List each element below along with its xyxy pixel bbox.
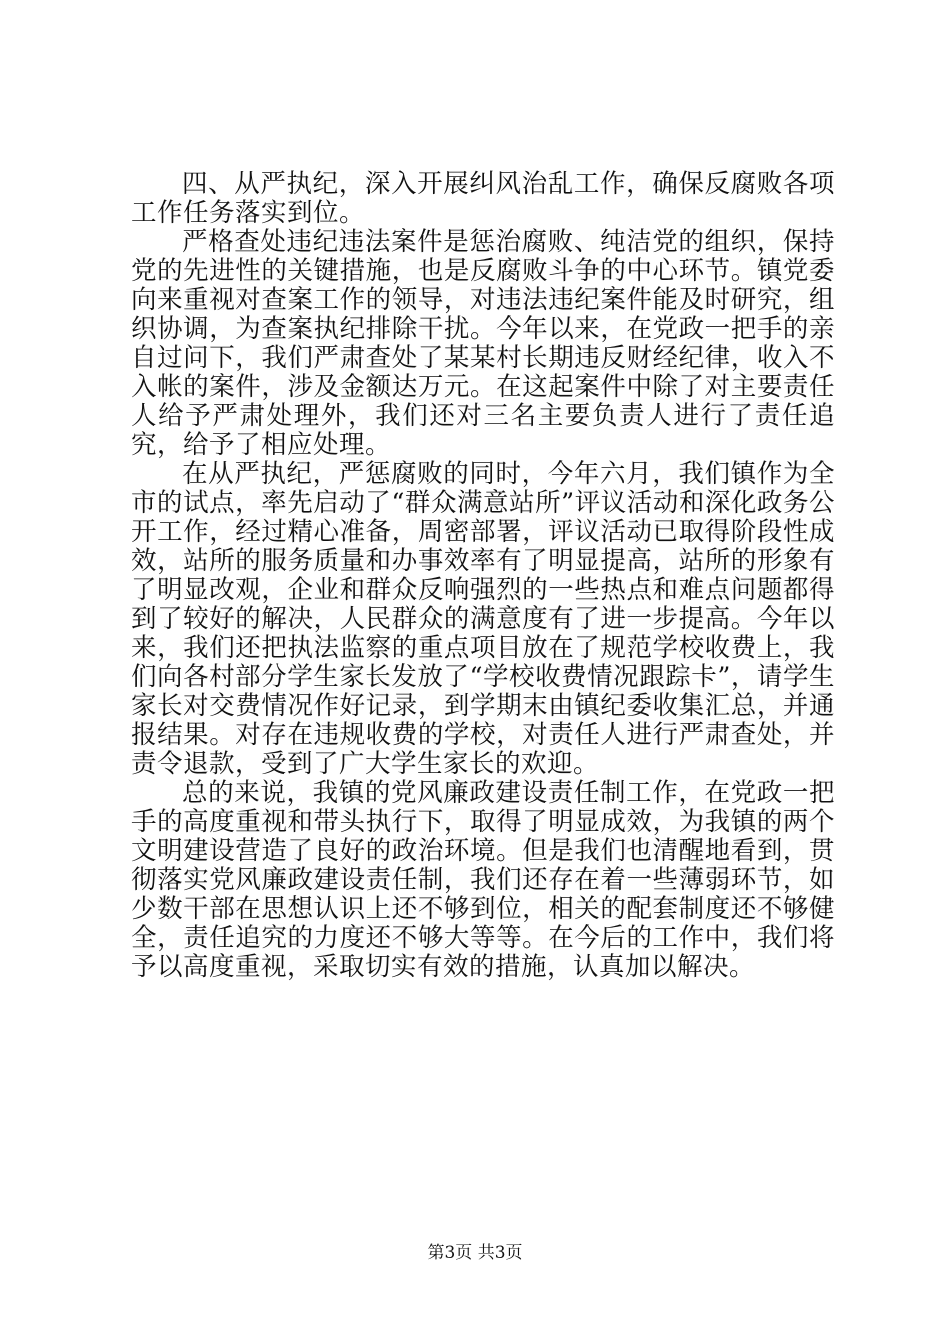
paragraph-pilot-evaluation: 在从严执纪，严惩腐败的同时，今年六月，我们镇作为全市的试点，率先启动了“群众满意站所”评议活动和深化政务公开工作，经过精心准备，周密部署，评议活动已取得阶段性成效，站所的服务质量和办事效率有了明显提高，站所的形象有了明显改观，企业和群众反响强烈的一些热点和难点问题都得到了较好的解决，人民群众的满意度有了进一步提高。今年以来，我们还把执法监察的重点项目放在了规范学校收费上，我们向各村部分学生家长发放了“学校收费情况跟踪卡”，请学生家长对交费情况作好记录，到学期末由镇纪委收集汇总，并通报结果。对存在违规收费的学校，对责任人进行严肃查处，并责令退款，受到了广大学生家长的欢迎。 bbox=[131, 459, 835, 779]
paragraph-summary: 总的来说，我镇的党风廉政建设责任制工作，在党政一把手的高度重视和带头执行下，取得了明显成效，为我镇的两个文明建设营造了良好的政治环境。但是我们也清醒地看到，贯彻落实党风廉政建设责任制，我们还存在着一些薄弱环节，如少数干部在思想认识上还不够到位，相关的配套制度还不够健全，责任追究的力度还不够大等等。在今后的工作中，我们将予以高度重视，采取切实有效的措施，认真加以解决。 bbox=[131, 778, 835, 982]
page-number: 第3页 共3页 bbox=[427, 1243, 523, 1263]
paragraph-case-handling: 严格查处违纪违法案件是惩治腐败、纯洁党的组织，保持党的先进性的关键措施，也是反腐败斗争的中心环节。镇党委向来重视对查案工作的领导，对违法违纪案件能及时研究，组织协调，为查案执纪排除干扰。今年以来，在党政一把手的亲自过问下，我们严肃查处了某某村长期违反财经纪律，收入不入帐的案件，涉及金额达万元。在这起案件中除了对主要责任人给予严肃处理外，我们还对三名主要负责人进行了责任追究，给予了相应处理。 bbox=[131, 227, 835, 460]
page-footer bbox=[0, 1243, 950, 1263]
paragraph-heading-four: 四、从严执纪，深入开展纠风治乱工作，确保反腐败各项工作任务落实到位。 bbox=[131, 169, 835, 228]
document-body bbox=[131, 170, 835, 982]
